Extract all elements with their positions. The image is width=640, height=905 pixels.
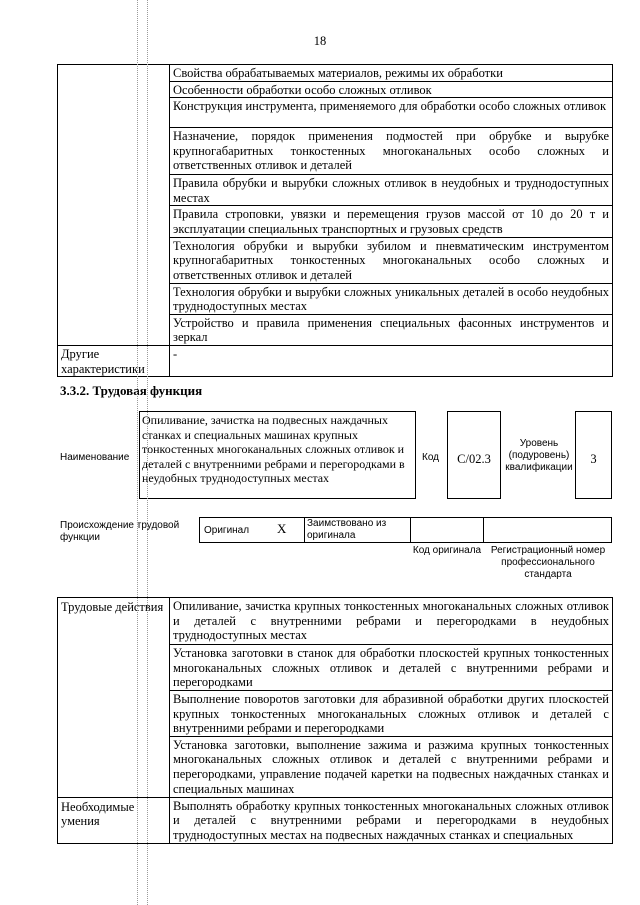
other-characteristics-value: - [170, 345, 613, 376]
other-characteristics-label: Другие характеристики [58, 345, 170, 376]
divider [304, 517, 305, 543]
table-row: Свойства обрабатываемых материалов, режимы их обработки [170, 65, 613, 82]
table-row: Устройство и правила применения специальных фасонных инструментов и зеркал [170, 314, 613, 345]
actions-table [57, 597, 613, 844]
knowledge-label-cell [58, 65, 170, 346]
section-heading: 3.3.2. Трудовая функция [60, 383, 203, 398]
skills-label: Необходимые умения [58, 797, 170, 843]
scan-guide-line [137, 0, 138, 905]
table-row: Установка заготовки в станок для обработки плоскостей крупных тонкостенных многоканальных сложных отливок и деталей с внутренними ребрами и перегородками [170, 645, 613, 691]
borrowed-label: Заимствовано из оригинала [307, 518, 387, 541]
table-row: Назначение, порядок применения подмостей при обрубке и вырубке крупногабаритных тонкостенных многоканальных особо сложных и ответственных отливок и деталей [170, 128, 613, 175]
level-label: Уровень (подуровень) квалификации [505, 438, 573, 473]
table-row: Правила обрубки и вырубки сложных отливок в неудобных и труднодоступных местах [170, 175, 613, 206]
code-value: C/02.3 [447, 411, 501, 499]
name-label: Наименование [60, 452, 130, 463]
knowledge-table [57, 64, 613, 377]
table-row: Выполнять обработку крупных тонкостенных многоканальных сложных отливок и деталей с внутренними ребрами и перегородками в неудобных труднодоступных местах на подвесных наждачных станках и специальных [170, 797, 613, 843]
page-number: 18 [313, 34, 327, 48]
table-row: Технология обрубки и вырубки сложных уникальных деталей в особо неудобных труднодоступных местах [170, 283, 613, 314]
code-label: Код [422, 452, 440, 463]
table-row: Установка заготовки, выполнение зажима и разжима крупных тонкостенных многоканальных сложных отливок и деталей с внутренними ребрами и перегородками, управление подачей каретки на подвесных наждачных станках и специальных машинах [170, 736, 613, 797]
code-original-caption: Код оригинала [412, 545, 482, 556]
actions-label: Трудовые действия [58, 598, 170, 798]
table-row: Опиливание, зачистка крупных тонкостенных многоканальных сложных отливок и деталей с внутренними ребрами и перегородками в неудобных труднодоступных местах [170, 598, 613, 645]
function-name-box: Опиливание, зачистка на подвесных наждачных станках и специальных машинах крупных тонкостенных многоканальных сложных отливок и деталей с внутренними ребрами и перегородками в неудобных труднодоступных местах [139, 411, 416, 499]
original-mark: X [277, 521, 287, 536]
table-row: Особенности обработки особо сложных отливок [170, 81, 613, 98]
origin-label: Происхождение трудовой функции [60, 520, 180, 543]
table-row: Технология обрубки и вырубки зубилом и пневматическим инструментом крупногабаритных тонкостенных многоканальных особо сложных и ответственных отливок и деталей [170, 237, 613, 283]
table-row: Правила строповки, увязки и перемещения грузов массой от 10 до 20 т и эксплуатации специальных транспортных и грузовых средств [170, 206, 613, 237]
divider [483, 517, 484, 543]
divider [410, 517, 411, 543]
table-row: Выполнение поворотов заготовки для абразивной обработки других плоскостей крупных тонкостенных многоканальных сложных отливок и деталей с внутренними ребрами и перегородками [170, 691, 613, 737]
table-row: Конструкция инструмента, применяемого для обработки особо сложных отливок [170, 98, 613, 128]
scan-guide-line [147, 0, 148, 905]
reg-number-caption: Регистрационный номер профессионального стандарта [490, 545, 606, 580]
level-value: 3 [575, 411, 612, 499]
original-label: Оригинал [204, 525, 250, 536]
